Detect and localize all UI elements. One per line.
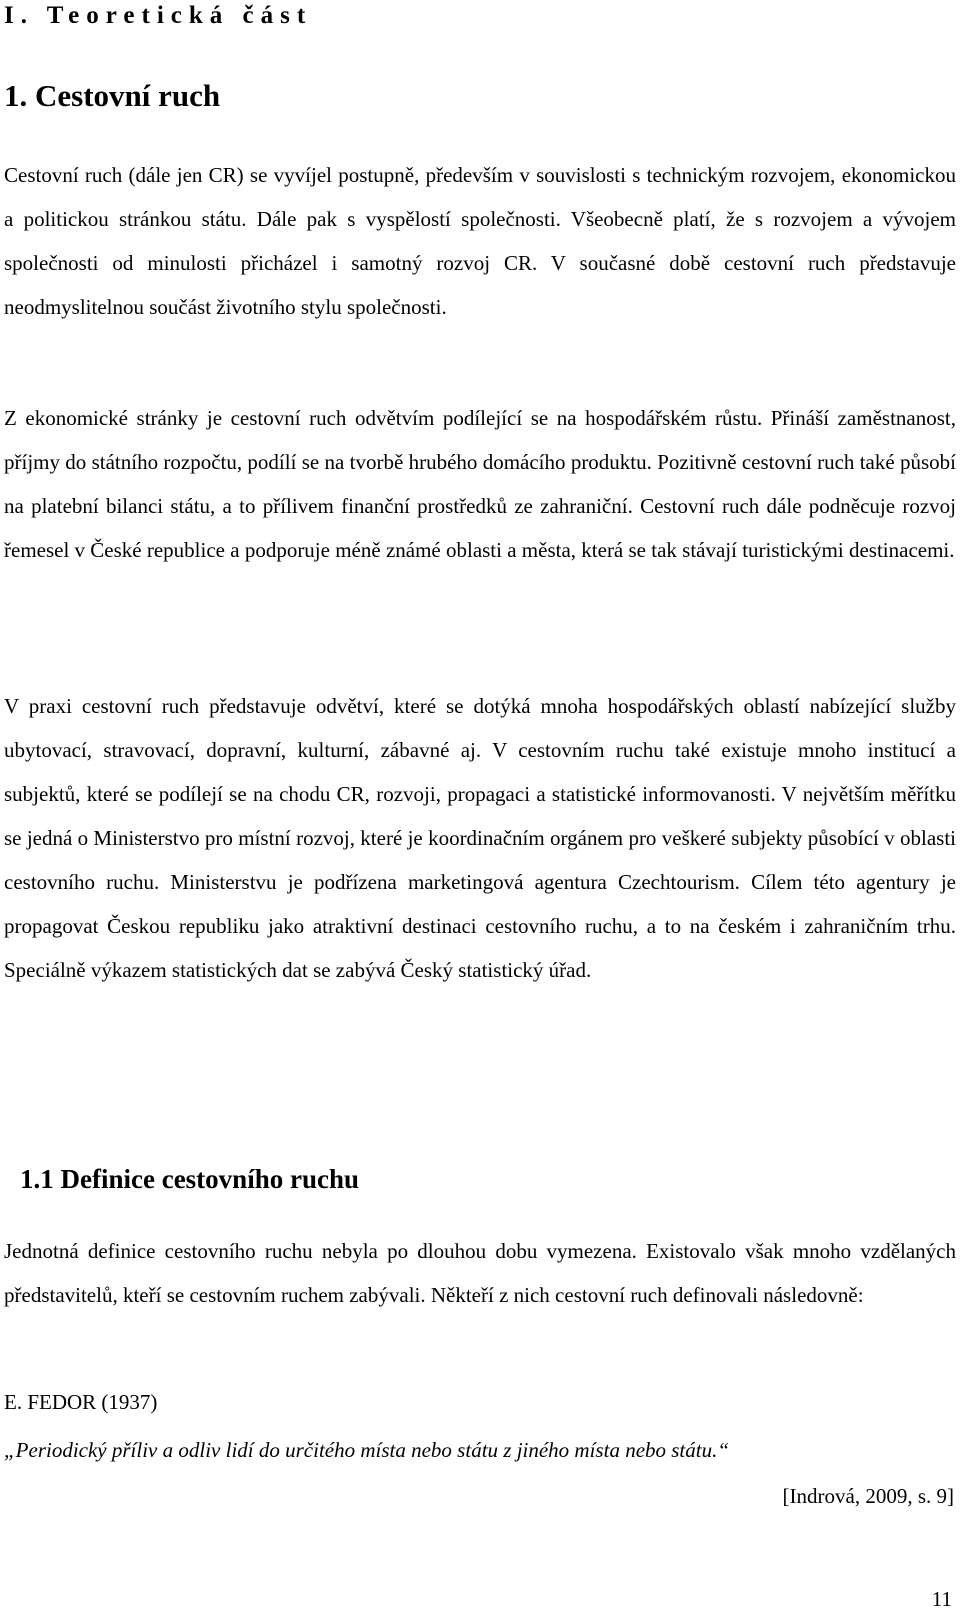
page-number: 11 xyxy=(931,1587,952,1611)
paragraph-economic: Z ekonomické stránky je cestovní ruch odvětvím podílející se na hospodářském růstu. Přináší zaměstnanost, příjmy do státního rozpočtu, podílí se na tvorbě hrubého domácího produktu. Pozitivně cestovní ruch také působí na platební bilanci státu, a to přílivem finanční prostředků ze zahraniční. Cestovní ruch dále podněcuje rozvoj řemesel v České republice a podporuje méně známé oblasti a města, která se tak stávají turistickými destinacemi. xyxy=(4,406,956,562)
part-heading: I. Teoretická část xyxy=(4,2,313,29)
chapter-heading: 1. Cestovní ruch xyxy=(4,78,221,113)
paragraph-definition: Jednotná definice cestovního ruchu nebyla po dlouhou dobu vymezena. Existovalo však mnoho vzdělaných představitelů, kteří se cestovním ruchem zabývali. Někteří z nich cestovní ruch definovali následovně: xyxy=(4,1239,956,1307)
quote-author: E. FEDOR (1937) xyxy=(4,1390,158,1414)
paragraph-practice: V praxi cestovní ruch představuje odvětví, které se dotýká mnoha hospodářských oblastí nabízející služby ubytovací, stravovací, dopravní, kulturní, zábavné aj. V cestovním ruchu také existuje mnoho institucí a subjektů, které se podílejí se na chodu CR, rozvoji, propagaci a statistické informovanosti. V největším měřítku se jedná o Ministerstvo pro místní rozvoj, které je koordinačním orgánem pro veškeré subjekty působící v oblasti cestovního ruchu. Ministerstvu je podřízena marketingová agentura Czechtourism. Cílem této agentury je propagovat Českou republiku jako atraktivní destinaci cestovního ruchu, a to na českém i zahraničním trhu. Speciálně výkazem statistických dat se zabývá Český statistický úřad. xyxy=(4,694,956,982)
paragraph-intro: Cestovní ruch (dále jen CR) se vyvíjel postupně, především v souvislosti s technickým rozvojem, ekonomickou a politickou stránkou státu. Dále pak s vyspělostí společnosti. Všeobecně platí, že s rozvojem a vývojem společnosti od minulosti přicházel i samotný rozvoj CR. V současné době cestovní ruch představuje neodmyslitelnou součást životního stylu společnosti. xyxy=(4,163,956,319)
quote-text: „Periodický příliv a odliv lidí do určitého místa nebo státu z jiného místa nebo státu.“ xyxy=(4,1438,730,1462)
quote-citation: [Indrová, 2009, s. 9] xyxy=(782,1484,954,1508)
section-heading: 1.1 Definice cestovního ruchu xyxy=(20,1164,359,1194)
